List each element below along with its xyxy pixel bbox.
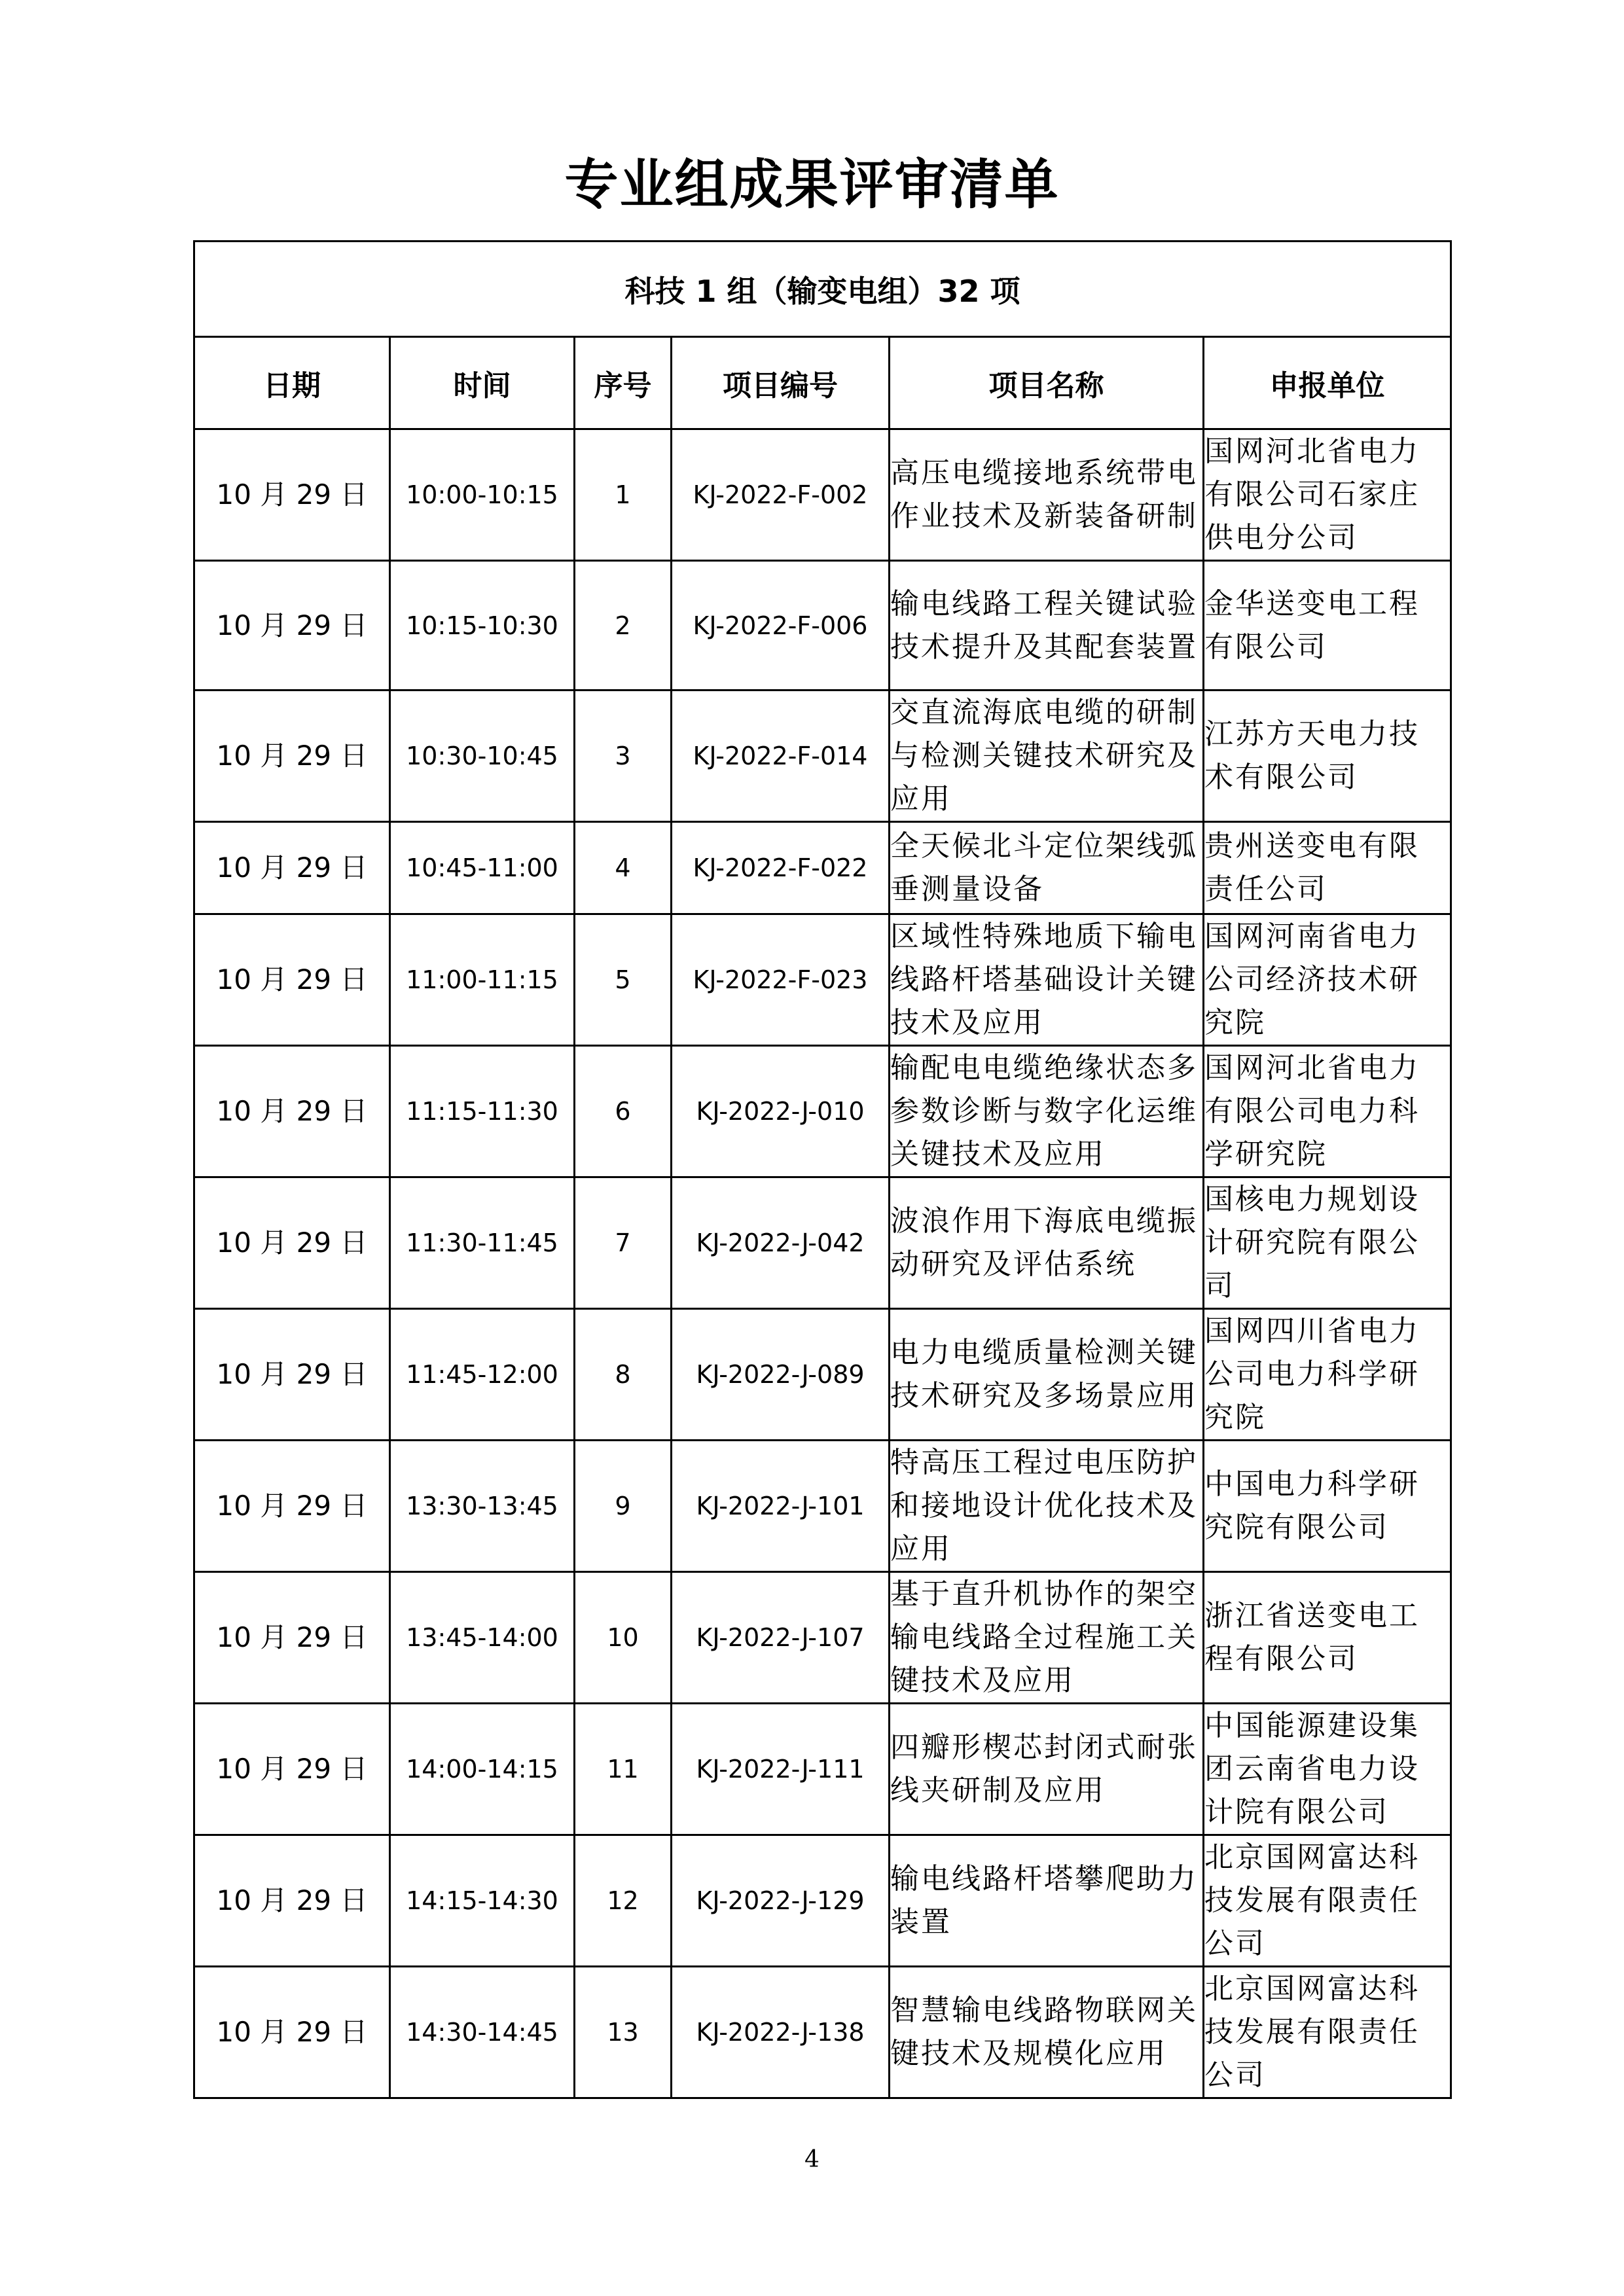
table-row xyxy=(194,561,1451,691)
cell-unit: 中国能源建设集团云南省电力设计院有限公司 xyxy=(1204,1704,1451,1835)
cell-time: 14:30-14:45 xyxy=(390,1967,575,2098)
review-table xyxy=(193,240,1452,2099)
cell-time: 10:45-11:00 xyxy=(390,822,575,914)
cell-seq: 10 xyxy=(575,1572,672,1704)
cell-date: 10 月 29 日 xyxy=(194,691,390,822)
cell-seq: 13 xyxy=(575,1967,672,2098)
column-header-row xyxy=(194,337,1451,429)
cell-unit: 国网河北省电力有限公司石家庄供电分公司 xyxy=(1204,429,1451,561)
cell-unit: 贵州送变电有限责任公司 xyxy=(1204,822,1451,914)
cell-time: 10:00-10:15 xyxy=(390,429,575,561)
cell-seq: 3 xyxy=(575,691,672,822)
table-row xyxy=(194,429,1451,561)
cell-name: 智慧输电线路物联网关键技术及规模化应用 xyxy=(890,1967,1204,2098)
cell-time: 11:30-11:45 xyxy=(390,1177,575,1309)
table-row xyxy=(194,1967,1451,2098)
page-title: 专业组成果评审清单 xyxy=(564,154,1060,216)
cell-name: 全天候北斗定位架线弧垂测量设备 xyxy=(890,822,1204,914)
cell-name: 波浪作用下海底电缆振动研究及评估系统 xyxy=(890,1177,1204,1309)
cell-time: 11:00-11:15 xyxy=(390,914,575,1046)
cell-date: 10 月 29 日 xyxy=(194,1835,390,1967)
cell-unit: 北京国网富达科技发展有限责任公司 xyxy=(1204,1967,1451,2098)
cell-code: KJ-2022-J-010 xyxy=(672,1046,890,1177)
cell-code: KJ-2022-F-006 xyxy=(672,561,890,691)
table-row xyxy=(194,1177,1451,1309)
cell-code: KJ-2022-J-129 xyxy=(672,1835,890,1967)
cell-time: 14:15-14:30 xyxy=(390,1835,575,1967)
cell-name: 输电线路杆塔攀爬助力装置 xyxy=(890,1835,1204,1967)
cell-name: 四瓣形楔芯封闭式耐张线夹研制及应用 xyxy=(890,1704,1204,1835)
cell-name: 电力电缆质量检测关键技术研究及多场景应用 xyxy=(890,1309,1204,1441)
cell-seq: 8 xyxy=(575,1309,672,1441)
cell-name: 特高压工程过电压防护和接地设计优化技术及应用 xyxy=(890,1441,1204,1572)
page-number: 4 xyxy=(804,2146,820,2173)
table-row xyxy=(194,1835,1451,1967)
table-row xyxy=(194,1309,1451,1441)
cell-date: 10 月 29 日 xyxy=(194,1704,390,1835)
cell-time: 14:00-14:15 xyxy=(390,1704,575,1835)
header-code: 项目编号 xyxy=(672,337,890,429)
cell-seq: 4 xyxy=(575,822,672,914)
cell-time: 10:30-10:45 xyxy=(390,691,575,822)
group-heading-row xyxy=(194,242,1451,337)
cell-seq: 1 xyxy=(575,429,672,561)
header-time: 时间 xyxy=(390,337,575,429)
group-heading: 科技 1 组（输变电组）32 项 xyxy=(194,242,1451,337)
cell-date: 10 月 29 日 xyxy=(194,1967,390,2098)
cell-name: 区域性特殊地质下输电线路杆塔基础设计关键技术及应用 xyxy=(890,914,1204,1046)
header-seq: 序号 xyxy=(575,337,672,429)
cell-code: KJ-2022-F-014 xyxy=(672,691,890,822)
cell-date: 10 月 29 日 xyxy=(194,429,390,561)
header-unit: 申报单位 xyxy=(1204,337,1451,429)
table-row xyxy=(194,1704,1451,1835)
cell-seq: 9 xyxy=(575,1441,672,1572)
cell-name: 基于直升机协作的架空输电线路全过程施工关键技术及应用 xyxy=(890,1572,1204,1704)
cell-unit: 浙江省送变电工程有限公司 xyxy=(1204,1572,1451,1704)
cell-date: 10 月 29 日 xyxy=(194,914,390,1046)
table-row xyxy=(194,1441,1451,1572)
cell-code: KJ-2022-F-002 xyxy=(672,429,890,561)
cell-unit: 金华送变电工程有限公司 xyxy=(1204,561,1451,691)
cell-date: 10 月 29 日 xyxy=(194,561,390,691)
cell-unit: 北京国网富达科技发展有限责任公司 xyxy=(1204,1835,1451,1967)
cell-seq: 7 xyxy=(575,1177,672,1309)
cell-seq: 6 xyxy=(575,1046,672,1177)
cell-unit: 中国电力科学研究院有限公司 xyxy=(1204,1441,1451,1572)
cell-date: 10 月 29 日 xyxy=(194,1046,390,1177)
cell-time: 13:30-13:45 xyxy=(390,1441,575,1572)
cell-unit: 国网河南省电力公司经济技术研究院 xyxy=(1204,914,1451,1046)
cell-code: KJ-2022-F-022 xyxy=(672,822,890,914)
cell-time: 13:45-14:00 xyxy=(390,1572,575,1704)
cell-seq: 5 xyxy=(575,914,672,1046)
cell-code: KJ-2022-J-111 xyxy=(672,1704,890,1835)
cell-date: 10 月 29 日 xyxy=(194,1572,390,1704)
cell-code: KJ-2022-J-042 xyxy=(672,1177,890,1309)
cell-seq: 2 xyxy=(575,561,672,691)
header-date: 日期 xyxy=(194,337,390,429)
cell-unit: 国网河北省电力有限公司电力科学研究院 xyxy=(1204,1046,1451,1177)
cell-name: 输电线路工程关键试验技术提升及其配套装置 xyxy=(890,561,1204,691)
table-row xyxy=(194,691,1451,822)
table-row xyxy=(194,1046,1451,1177)
cell-name: 输配电电缆绝缘状态多参数诊断与数字化运维关键技术及应用 xyxy=(890,1046,1204,1177)
cell-code: KJ-2022-J-089 xyxy=(672,1309,890,1441)
table-row xyxy=(194,914,1451,1046)
cell-date: 10 月 29 日 xyxy=(194,1309,390,1441)
cell-name: 交直流海底电缆的研制与检测关键技术研究及应用 xyxy=(890,691,1204,822)
cell-code: KJ-2022-J-107 xyxy=(672,1572,890,1704)
cell-code: KJ-2022-F-023 xyxy=(672,914,890,1046)
table-row xyxy=(194,822,1451,914)
cell-code: KJ-2022-J-138 xyxy=(672,1967,890,2098)
cell-date: 10 月 29 日 xyxy=(194,822,390,914)
header-name: 项目名称 xyxy=(890,337,1204,429)
cell-time: 11:15-11:30 xyxy=(390,1046,575,1177)
cell-time: 10:15-10:30 xyxy=(390,561,575,691)
cell-code: KJ-2022-J-101 xyxy=(672,1441,890,1572)
cell-unit: 国网四川省电力公司电力科学研究院 xyxy=(1204,1309,1451,1441)
cell-unit: 江苏方天电力技术有限公司 xyxy=(1204,691,1451,822)
cell-date: 10 月 29 日 xyxy=(194,1177,390,1309)
cell-time: 11:45-12:00 xyxy=(390,1309,575,1441)
cell-unit: 国核电力规划设计研究院有限公司 xyxy=(1204,1177,1451,1309)
table-row xyxy=(194,1572,1451,1704)
cell-seq: 11 xyxy=(575,1704,672,1835)
cell-seq: 12 xyxy=(575,1835,672,1967)
cell-name: 高压电缆接地系统带电作业技术及新装备研制 xyxy=(890,429,1204,561)
cell-date: 10 月 29 日 xyxy=(194,1441,390,1572)
